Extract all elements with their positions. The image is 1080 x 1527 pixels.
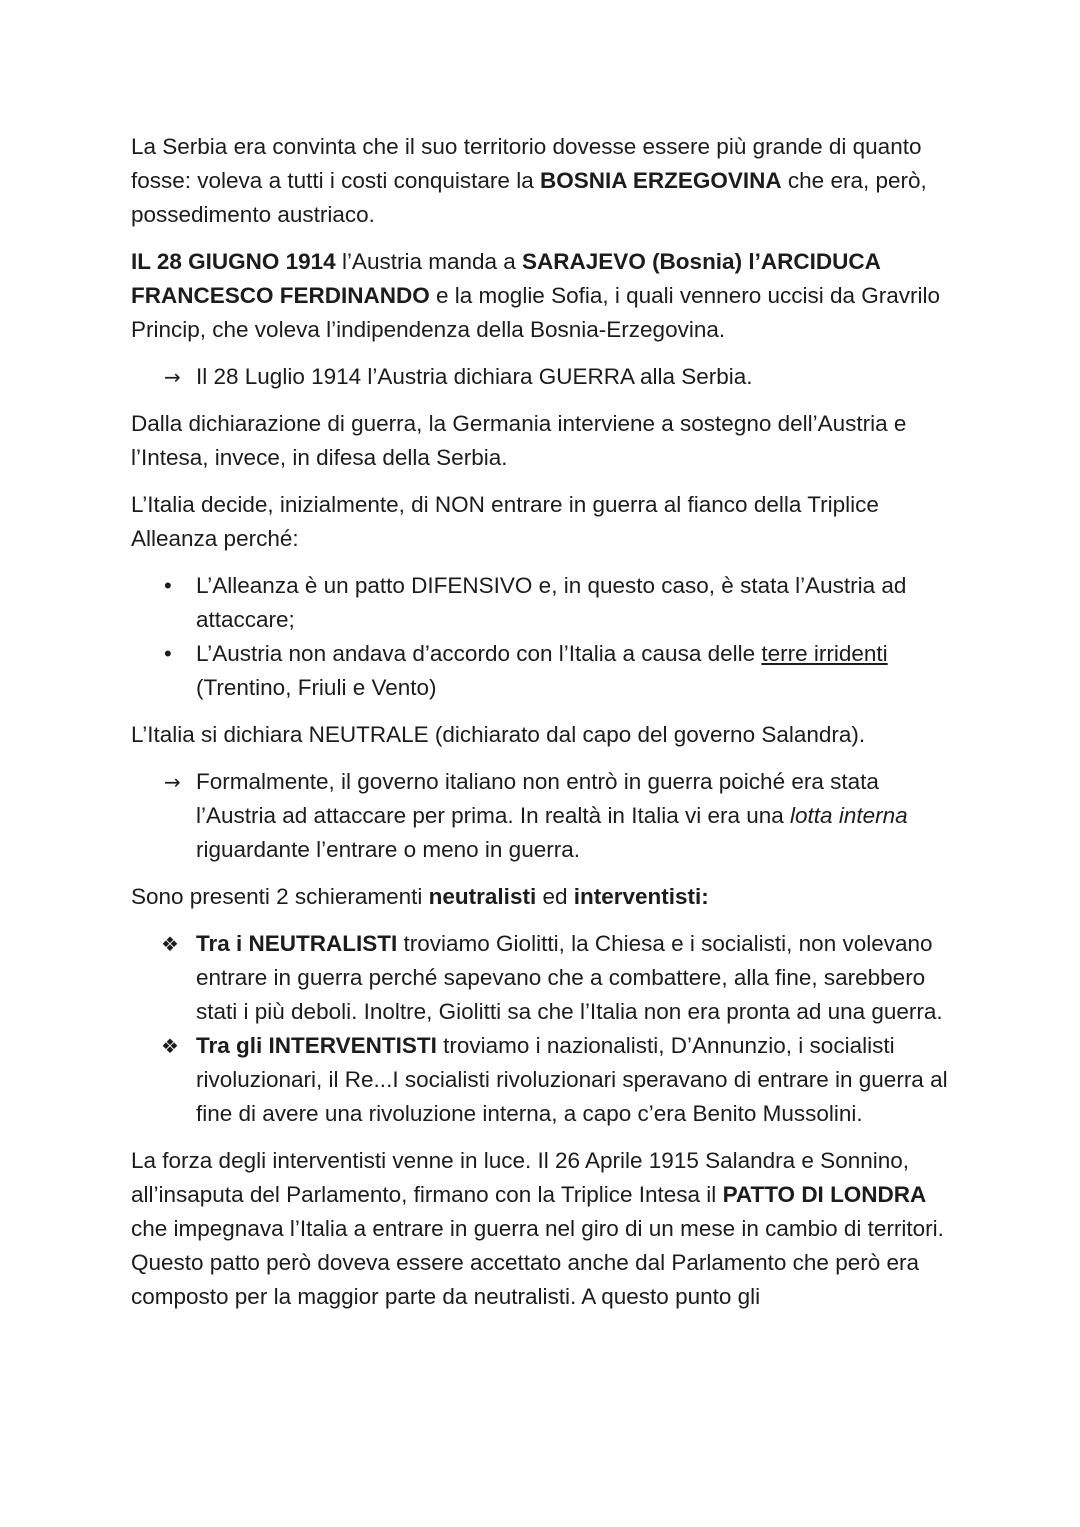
text: L’Austria non andava d’accordo con l’Italia a causa delle	[196, 641, 762, 666]
bullet-icon: •	[164, 573, 172, 598]
paragraph-germania: Dalla dichiarazione di guerra, la Germania interviene a sostegno dell’Austria e l’Intesa, invece, in difesa della Serbia.	[131, 411, 907, 470]
text: (Trentino, Friuli e Vento)	[196, 675, 437, 700]
arrow-item-formalmente	[131, 765, 960, 867]
text: e la moglie Sofia, i quali vennero uccisi da Gravrilo Princip, che voleva l’indipendenza della Bosnia-Erzegovina.	[131, 283, 941, 342]
text: L’Alleanza è un patto DIFENSIVO e, in questo caso, è stata l’Austria ad attaccare;	[196, 573, 907, 632]
text: Sono presenti 2 schieramenti	[131, 884, 429, 909]
paragraph-neutrale: L’Italia si dichiara NEUTRALE (dichiarato dal capo del governo Salandra).	[131, 722, 866, 747]
diamond-list	[131, 927, 960, 1131]
text: Formalmente, il governo italiano non entrò in guerra poiché era stata l’Austria ad attaccare per prima. In realtà in Italia vi era una	[196, 769, 879, 828]
paragraph-serbia	[131, 130, 960, 232]
paragraph-schieramenti	[131, 880, 960, 914]
text: troviamo Giolitti, la Chiesa e i socialisti, non volevano entrare in guerra perché sapevano che a combattere, alla fine, sarebbero stati i più deboli. Inoltre, Giolitti sa che l’Italia non era pronta ad una guerra.	[196, 931, 943, 1024]
list-item	[131, 637, 960, 705]
bold-text: interventisti:	[573, 884, 709, 909]
bullet-list	[131, 569, 960, 705]
text: che era, però, possedimento austriaco.	[131, 168, 927, 227]
paragraph-sarajevo	[131, 245, 960, 347]
bold-text: IL 28 GIUGNO 1914	[131, 249, 336, 274]
underlined-text: terre irridenti	[761, 641, 888, 666]
bold-text: SARAJEVO (Bosnia) l’ARCIDUCA FRANCESCO FERDINANDO	[131, 249, 880, 308]
text: Il 28 Luglio 1914 l’Austria dichiara GUERRA alla Serbia.	[196, 364, 753, 389]
text: ed	[536, 884, 574, 909]
diamond-bullet-icon: ❖	[161, 1034, 179, 1058]
bullet-icon: •	[164, 641, 172, 666]
text: La forza degli interventisti venne in luce. Il 26 Aprile 1915 Salandra e Sonnino, all’insaputa del Parlamento, firmano con la Triplice Intesa il	[131, 1148, 910, 1207]
arrow-item-declaration	[131, 360, 960, 394]
bold-text: PATTO DI LONDRA	[722, 1182, 927, 1207]
bold-text: Tra i NEUTRALISTI	[196, 931, 398, 956]
bold-text: BOSNIA ERZEGOVINA	[539, 168, 782, 193]
diamond-bullet-icon: ❖	[161, 932, 179, 956]
list-item	[131, 1029, 960, 1131]
arrow-icon: →	[164, 365, 181, 389]
paragraph-patto-londra	[131, 1144, 960, 1314]
text: riguardante l’entrare o meno in guerra.	[196, 837, 580, 862]
arrow-icon: →	[164, 770, 181, 794]
bold-text: Tra gli INTERVENTISTI	[196, 1033, 437, 1058]
text: l’Austria manda a	[335, 249, 523, 274]
text: che impegnava l’Italia a entrare in guerra nel giro di un mese in cambio di territori. Questo patto però doveva essere accettato anche dal Parlamento che però era composto per la maggior parte da neutralisti. A questo punto gli	[131, 1216, 944, 1309]
bold-text: neutralisti	[428, 884, 537, 909]
text: troviamo i nazionalisti, D’Annunzio, i socialisti rivoluzionari, il Re...I socialisti rivoluzionari speravano di entrare in guerra al fine di avere una rivoluzione interna, a capo c’era Benito Mussolini.	[196, 1033, 948, 1126]
italic-text: lotta interna	[790, 803, 908, 828]
list-item	[131, 927, 960, 1029]
list-item	[131, 569, 960, 637]
text: La Serbia era convinta che il suo territorio dovesse essere più grande di quanto fosse: voleva a tutti i costi conquistare la	[131, 134, 922, 193]
paragraph-italia-decide: L’Italia decide, inizialmente, di NON entrare in guerra al fianco della Triplice Alleanza perché:	[131, 492, 879, 551]
